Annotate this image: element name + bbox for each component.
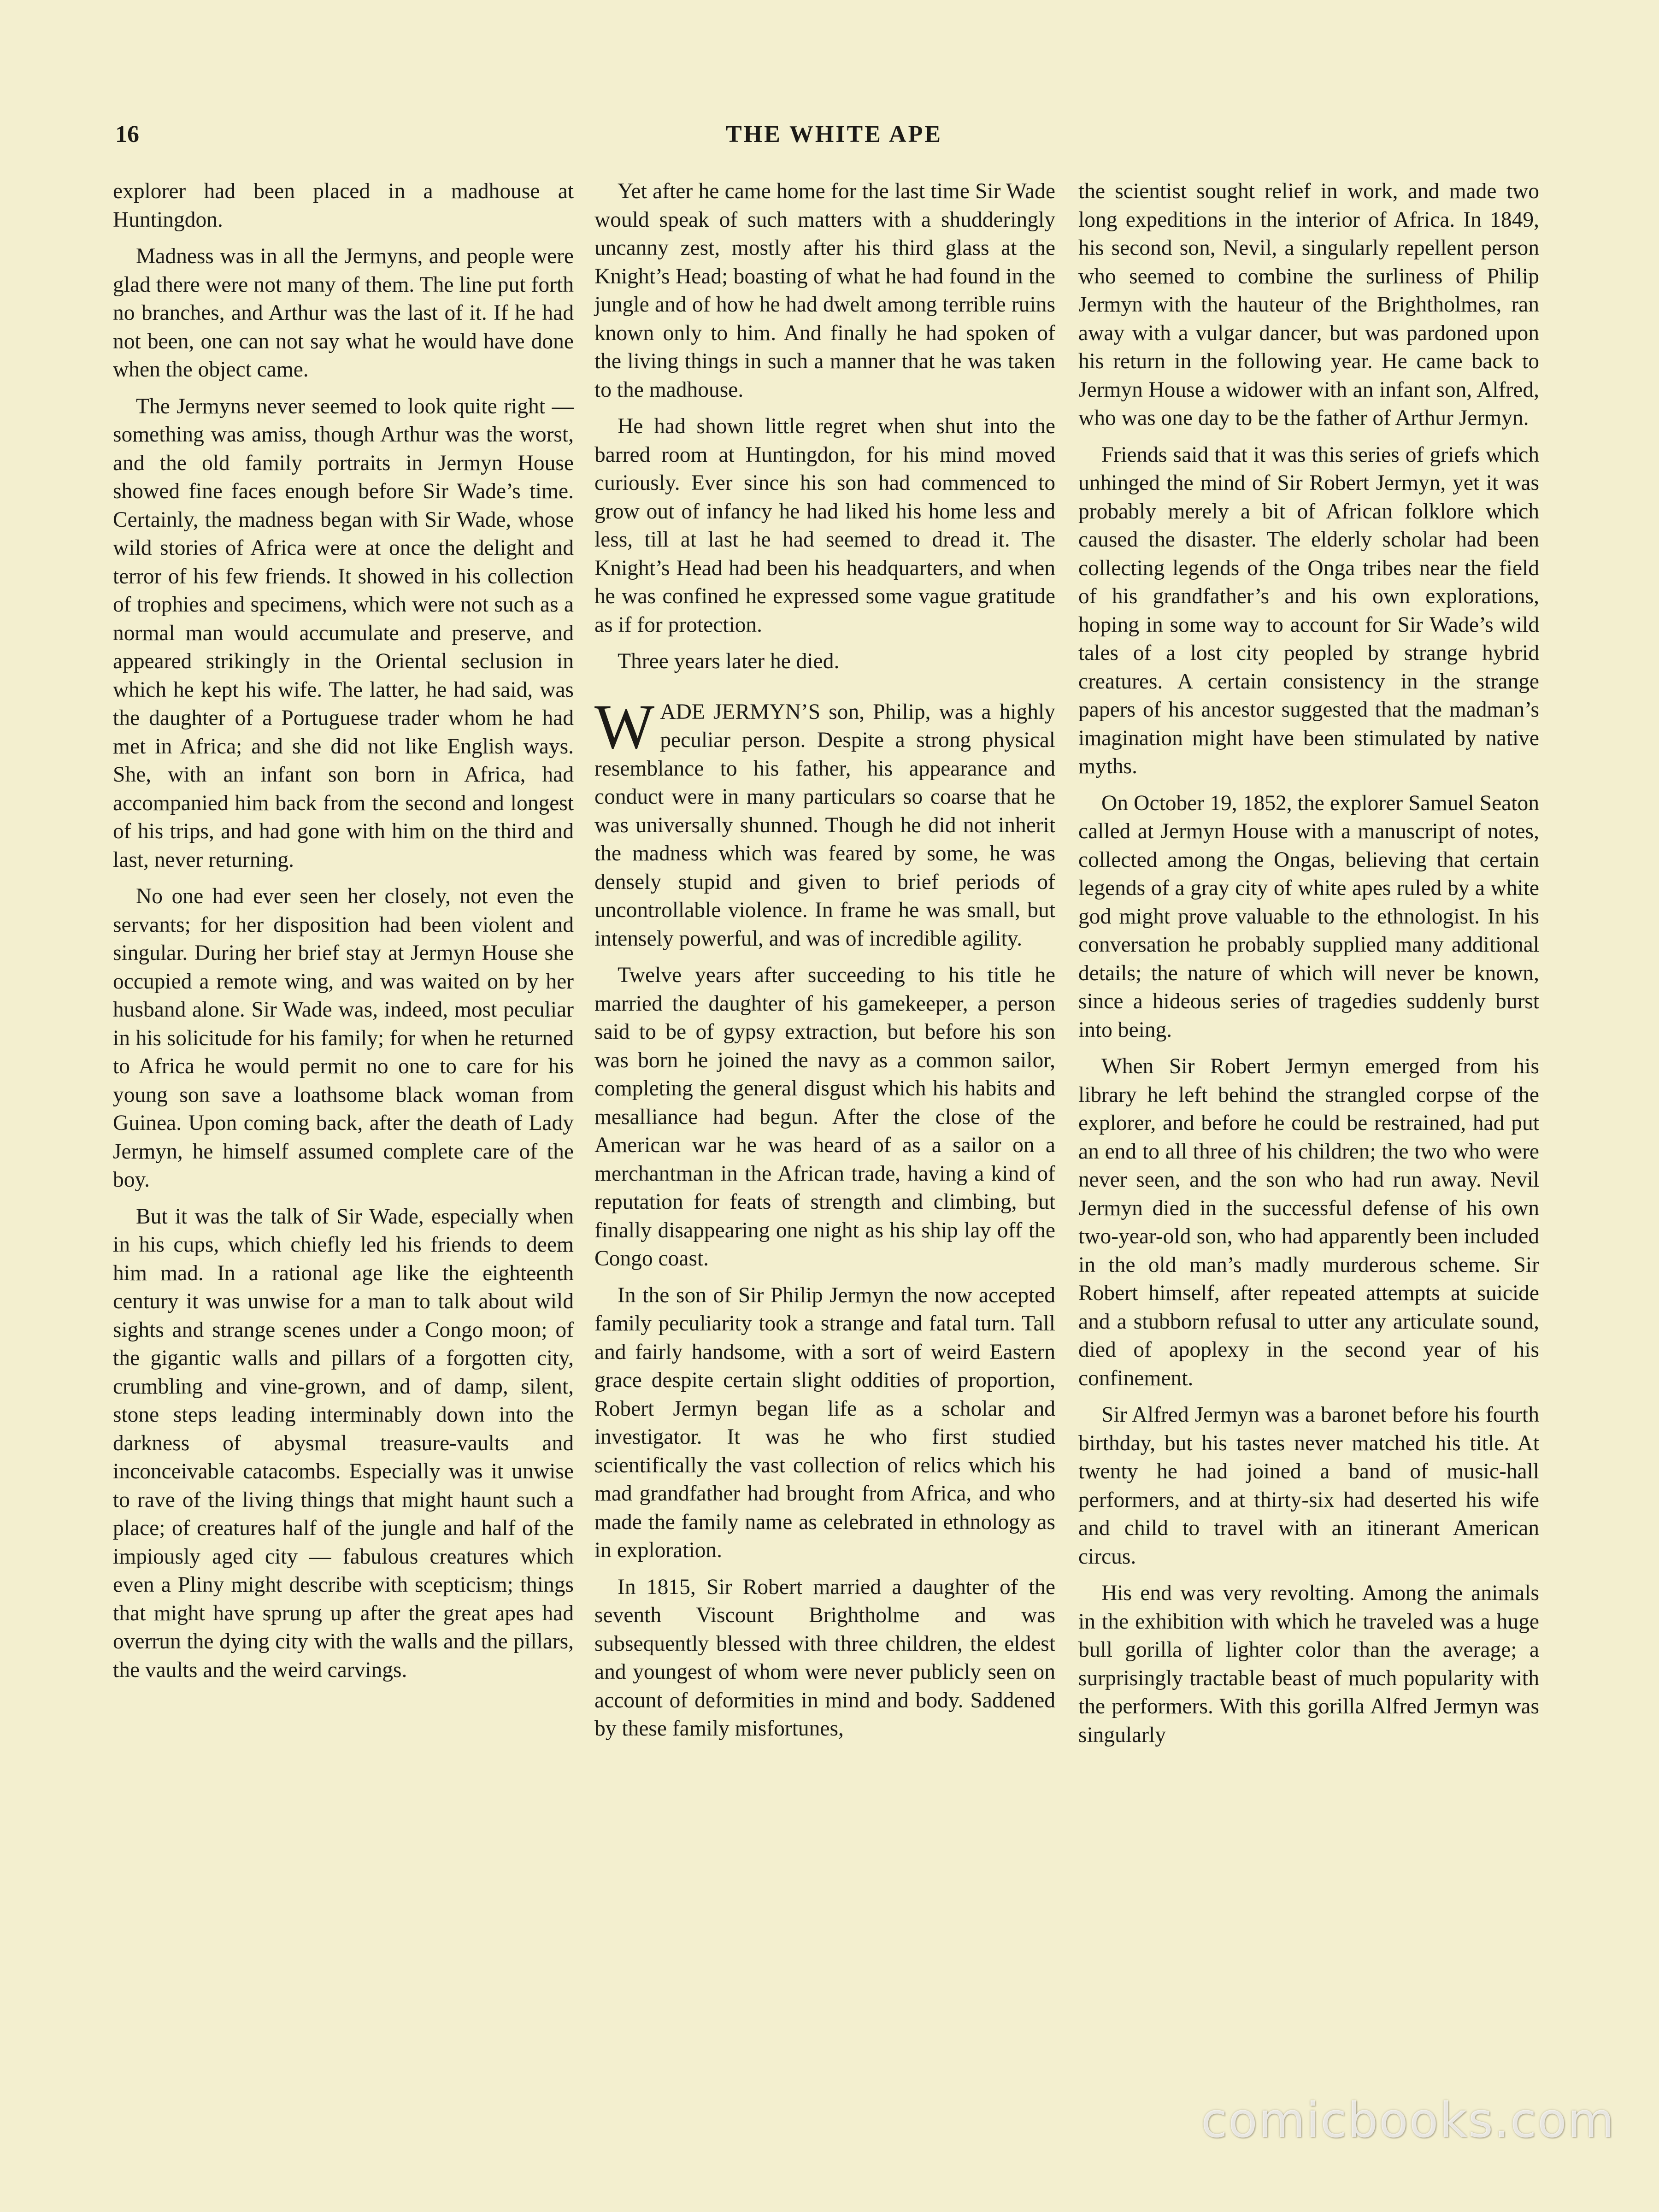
paragraph: Three years later he died. <box>618 649 840 673</box>
paragraph: explorer had been placed in a madhouse at Huntingdon. <box>113 179 574 232</box>
paragraph: His end was very revolting. Among the animals in the exhibition with which he traveled was a huge bull gorilla of lighter color than the average; a surprisingly tractable beast of much popularity with the performers. With this gorilla Alfred Jermyn was singularly <box>1078 1581 1539 1747</box>
section-opening-text: ADE JERMYN’S son, Philip, was a highly peculiar person. Despite a strong physical resemblance to his father, his appearance and conduct were in many particulars so coarse that he was universally shunned. Though he did not inherit the madness which was feared by some, he was densely stupid and given to brief periods of uncontrollable violence. In frame he was small, but intensely powerful, and was of incredible agility. <box>594 700 1055 951</box>
section-opening-paragraph <box>594 691 1055 953</box>
text-column-3 <box>1078 177 1539 1758</box>
running-title: THE WHITE APE <box>725 121 943 147</box>
paragraph: The Jermyns never seemed to look quite right — something was amiss, though Arthur was the worst, and the old family portraits in Jermyn House showed fine faces enough before Sir Wade’s time. Certainly, the madness began with Sir Wade, whose wild stories of Africa were at once the delight and terror of his few friends. It showed in his collection of trophies and specimens, which were not such as a normal man would accumulate and preserve, and appeared strikingly in the Oriental seclusion in which he kept his wife. The latter, he had said, was the daughter of a Portuguese trader whom he had met in Africa; and she did not like English ways. She, with an infant son born in Africa, had accompanied him back from the second and longest of his trips, and had gone with him on the third and last, never returning. <box>113 394 574 872</box>
paragraph: On October 19, 1852, the explorer Samuel Seaton called at Jermyn House with a manuscript of notes, collected among the Ongas, believing that certain legends of a gray city of white apes ruled by a white god might prove valuable to the ethnologist. In his conversation he probably supplied many additional details; the nature of which will never be known, since a hideous series of tragedies suddenly burst into being. <box>1078 791 1539 1042</box>
paragraph: Friends said that it was this series of griefs which unhinged the mind of Sir Robert Jermyn, yet it was probably merely a bit of African folklore which caused the disaster. The elderly scholar had been collecting legends of the Onga tribes near the field of his grandfather’s and his own explorations, hoping in some way to account for Sir Wade’s wild tales of a lost city peopled by strange hybrid creatures. A certain consistency in the strange papers of his ancestor suggested that the madman’s imagination might have been stimulated by native myths. <box>1078 442 1539 778</box>
paragraph: He had shown little regret when shut into the barred room at Huntingdon, for his mind moved curiously. Ever since his son had commenced to grow out of infancy he had liked his home less and less, till at last he had seemed to dread it. The Knight’s Head had been his headquarters, and when he was confined he expressed some vague gratitude as if for protection. <box>594 414 1055 637</box>
drop-cap: W <box>594 691 655 762</box>
paragraph: No one had ever seen her closely, not even the servants; for her disposition had been violent and singular. During her brief stay at Jermyn House she occupied a remote wing, and was waited on by her husband alone. Sir Wade was, indeed, most peculiar in his solicitude for his family; for when he returned to Africa he would permit no one to care for his young son save a loathsome black woman from Guinea. Upon coming back, after the death of Lady Jermyn, he himself assumed complete care of the boy. <box>113 884 574 1192</box>
page-header <box>115 121 1553 158</box>
paragraph: In 1815, Sir Robert married a daughter of the seventh Viscount Brightholme and was subsequently blessed with three children, the eldest and youngest of whom were never publicly seen on account of deformities in mind and body. Saddened by these family misfortunes, <box>594 1575 1055 1741</box>
paragraph: But it was the talk of Sir Wade, especially when in his cups, which chiefly led his friends to deem him mad. In a rational age like the eighteenth century it was unwise for a man to talk about wild sights and strange scenes under a Congo moon; of the gigantic walls and pillars of a forgotten city, crumbling and vine-grown, and of damp, silent, stone steps leading interminably down into the darkness of abysmal treasure-vaults and inconceivable catacombs. Especially was it unwise to rave of the living things that might haunt such a place; of creatures half of the jungle and half of the impiously aged city — fabulous creatures which even a Pliny might describe with scepticism; things that might have sprung up after the great apes had overrun the dying city with the walls and the pillars, the vaults and the weird carvings. <box>113 1204 574 1682</box>
paragraph: When Sir Robert Jermyn emerged from his library he left behind the strangled corpse of the explorer, and before he could be restrained, had put an end to all three of his children; the two who were never seen, and the son who had run away. Nevil Jermyn died in the successful defense of his own two-year-old son, who had apparently been included in the old man’s madly murderous scheme. Sir Robert himself, after repeated attempts at suicide and a stubborn refusal to utter any articulate sound, died of apoplexy in the second year of his confinement. <box>1078 1054 1539 1390</box>
paragraph: In the son of Sir Philip Jermyn the now accepted family peculiarity took a strange and fatal turn. Tall and fairly handsome, with a sort of weird Eastern grace despite certain slight oddities of proportion, Robert Jermyn began life as a scholar and investigator. It was he who first studied scientifically the vast collection of relics which his mad grandfather had brought from Africa, and who made the family name as celebrated in ethnology as in exploration. <box>594 1283 1055 1562</box>
text-column-2 <box>594 177 1055 1752</box>
paragraph: Sir Alfred Jermyn was a baronet before his fourth birthday, but his tastes never matched his title. At twenty he had joined a band of music-hall performers, and at thirty-six had deserted his wife and child to travel with an itinerant American circus. <box>1078 1403 1539 1569</box>
text-column-1 <box>113 177 574 1693</box>
page-number: 16 <box>115 121 139 147</box>
paragraph: Twelve years after succeeding to his title he married the daughter of his gamekeeper, a person said to be of gypsy extraction, but before his son was born he joined the navy as a common sailor, completing the general disgust which his habits and mesalliance had begun. After the close of the American war he was heard of as a sailor on a merchantman in the African trade, having a kind of reputation for feats of strength and climbing, but finally disappearing one night as his ship lay off the Congo coast. <box>594 963 1055 1271</box>
paragraph: Yet after he came home for the last time Sir Wade would speak of such matters with a shudderingly uncanny zest, mostly after his third glass at the Knight’s Head; boasting of what he had found in the jungle and of how he had dwelt among terrible ruins known only to him. And finally he had spoken of the living things in such a manner that he was taken to the madhouse. <box>594 179 1055 402</box>
watermark: comicbooks.com <box>1200 2092 1615 2148</box>
paragraph: the scientist sought relief in work, and made two long expeditions in the interior of Africa. In 1849, his second son, Nevil, a singularly repellent person who seemed to combine the surliness of Philip Jermyn with the hauteur of the Brightholmes, ran away with a vulgar dancer, but was pardoned upon his return in the following year. He came back to Jermyn House a widower with an infant son, Alfred, who was one day to be the father of Arthur Jermyn. <box>1078 179 1539 430</box>
paragraph: Madness was in all the Jermyns, and people were glad there were not many of them. The line put forth no branches, and Arthur was the last of it. If he had not been, one can not say what he would have done when the object came. <box>113 244 574 382</box>
